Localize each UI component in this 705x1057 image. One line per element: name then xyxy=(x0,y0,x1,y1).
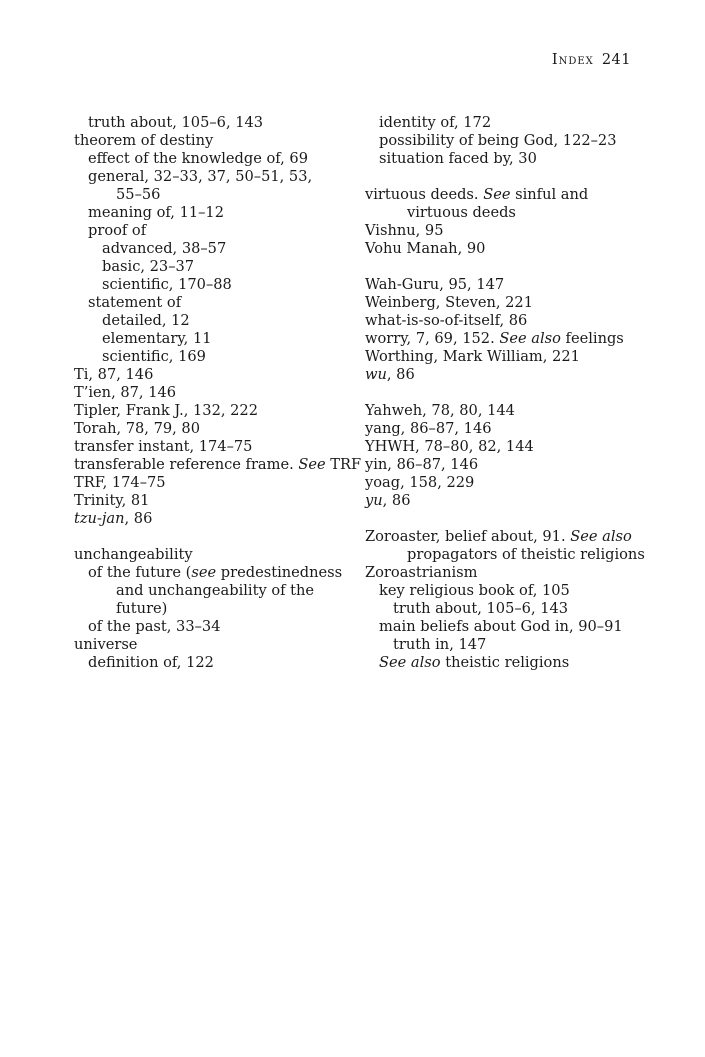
index-subentry xyxy=(74,114,346,132)
index-text: universe xyxy=(74,636,138,653)
index-text: scientific, 170–88 xyxy=(102,276,232,293)
index-text: basic, 23–37 xyxy=(102,258,195,275)
index-text: statement of xyxy=(88,294,182,311)
index-entry xyxy=(365,186,637,204)
index-text: truth in, 147 xyxy=(393,636,487,653)
index-subentry xyxy=(74,330,346,348)
index-text: , 86 xyxy=(124,510,153,527)
index-italic-text: See also xyxy=(499,330,561,347)
index-text: Zoroastrianism xyxy=(365,564,478,581)
index-subentry xyxy=(74,276,346,294)
index-group-gap xyxy=(365,258,637,276)
index-text: yoag, 158, 229 xyxy=(365,474,475,491)
index-entry xyxy=(365,456,637,474)
index-column-right xyxy=(365,114,645,672)
index-text: scientific, 169 xyxy=(102,348,206,365)
index-subentry xyxy=(74,240,346,258)
index-entry xyxy=(365,240,637,258)
index-text: effect of the knowledge of, 69 xyxy=(88,150,308,167)
index-entry xyxy=(365,564,637,582)
index-text: general, 32–33, 37, 50–51, 53, xyxy=(88,168,313,185)
index-entry xyxy=(365,366,637,384)
index-text: 55–56 xyxy=(116,186,161,203)
index-entry xyxy=(74,510,346,528)
index-entry xyxy=(74,456,362,474)
index-subentry xyxy=(74,150,346,168)
index-subentry xyxy=(365,114,637,132)
index-subentry xyxy=(74,258,346,276)
index-text: transfer instant, 174–75 xyxy=(74,438,253,455)
index-italic-text: See also xyxy=(570,528,632,545)
index-entry xyxy=(74,366,346,384)
index-entry xyxy=(365,330,637,348)
index-subentry xyxy=(365,582,637,600)
page-number: 241 xyxy=(601,52,631,68)
index-entry xyxy=(365,528,637,546)
index-subentry xyxy=(74,312,346,330)
index-text: propagators of theistic religions xyxy=(407,546,645,563)
index-subentry xyxy=(74,618,346,636)
index-subentry xyxy=(74,186,346,204)
index-text: of the future ( xyxy=(88,564,192,581)
index-text: virtuous deeds. xyxy=(365,186,484,203)
index-subentry xyxy=(74,600,346,618)
index-text: and unchangeability of the xyxy=(116,582,315,599)
index-text: YHWH, 78–80, 82, 144 xyxy=(365,438,534,455)
index-text: truth about, 105–6, 143 xyxy=(393,600,569,617)
index-italic-text: wu xyxy=(365,366,387,383)
index-subentry xyxy=(365,618,637,636)
index-entry xyxy=(365,474,637,492)
index-text: sinful and xyxy=(510,186,589,203)
index-text: Wah-Guru, 95, 147 xyxy=(365,276,505,293)
index-text: Zoroaster, belief about, 91. xyxy=(365,528,571,545)
index-entry xyxy=(74,384,346,402)
running-head xyxy=(552,52,631,68)
index-group-gap xyxy=(74,528,346,546)
index-text: Weinberg, Steven, 221 xyxy=(365,294,533,311)
index-text: advanced, 38–57 xyxy=(102,240,227,257)
index-subentry xyxy=(74,222,346,240)
index-italic-text: see xyxy=(191,564,217,581)
index-text: elementary, 11 xyxy=(102,330,212,347)
index-text: proof of xyxy=(88,222,147,239)
index-text: T’ien, 87, 146 xyxy=(74,384,177,401)
index-entry xyxy=(365,420,637,438)
index-entry xyxy=(74,438,346,456)
index-text: Ti, 87, 146 xyxy=(74,366,154,383)
index-text: definition of, 122 xyxy=(88,654,214,671)
index-text: unchangeability xyxy=(74,546,193,563)
index-italic-text: See xyxy=(298,456,326,473)
index-text: theistic religions xyxy=(440,654,570,671)
index-text: virtuous deeds xyxy=(407,204,516,221)
index-italic-text: tzu-jan xyxy=(74,510,125,527)
index-subentry xyxy=(74,564,346,582)
index-entry xyxy=(365,312,637,330)
index-subentry xyxy=(74,294,346,312)
index-subentry xyxy=(365,654,637,672)
index-text: Yahweh, 78, 80, 144 xyxy=(365,402,515,419)
running-head-section: Index xyxy=(551,52,594,68)
index-subentry xyxy=(74,654,346,672)
index-text: Vohu Manah, 90 xyxy=(365,240,486,257)
index-entry xyxy=(365,348,637,366)
index-subentry xyxy=(365,636,637,654)
index-group-gap xyxy=(365,168,637,186)
index-subentry xyxy=(74,204,346,222)
index-subentry xyxy=(74,348,346,366)
index-text: meaning of, 11–12 xyxy=(88,204,225,221)
index-text: yang, 86–87, 146 xyxy=(365,420,492,437)
index-text: identity of, 172 xyxy=(379,114,492,131)
index-subentry xyxy=(74,582,346,600)
index-text: main beliefs about God in, 90–91 xyxy=(379,618,623,635)
index-text: worry, 7, 69, 152. xyxy=(365,330,500,347)
index-entry xyxy=(74,402,346,420)
index-subentry xyxy=(74,168,346,186)
index-text: key religious book of, 105 xyxy=(379,582,570,599)
index-subentry xyxy=(365,600,637,618)
index-text: possibility of being God, 122–23 xyxy=(379,132,617,149)
index-text: future) xyxy=(116,600,168,617)
index-text: theorem of destiny xyxy=(74,132,214,149)
index-entry xyxy=(74,474,346,492)
index-text: Torah, 78, 79, 80 xyxy=(74,420,201,437)
index-subentry xyxy=(365,546,645,564)
index-text: what-is-so-of-itself, 86 xyxy=(365,312,528,329)
index-text: transferable reference frame. xyxy=(74,456,299,473)
index-text: Worthing, Mark William, 221 xyxy=(365,348,580,365)
index-group-gap xyxy=(365,384,637,402)
index-group-gap xyxy=(365,510,637,528)
index-text: TRF xyxy=(325,456,362,473)
index-text: , 86 xyxy=(386,366,415,383)
index-subentry xyxy=(365,150,637,168)
index-text: , 86 xyxy=(382,492,411,509)
index-text: detailed, 12 xyxy=(102,312,190,329)
index-entry xyxy=(74,636,346,654)
index-text: Tipler, Frank J., 132, 222 xyxy=(74,402,259,419)
index-entry xyxy=(365,276,637,294)
index-text: situation faced by, 30 xyxy=(379,150,537,167)
index-text: Vishnu, 95 xyxy=(365,222,444,239)
index-text: predestinedness xyxy=(216,564,343,581)
index-text: Trinity, 81 xyxy=(74,492,150,509)
index-entry xyxy=(365,438,637,456)
index-text: of the past, 33–34 xyxy=(88,618,221,635)
index-entry xyxy=(365,402,637,420)
index-subentry xyxy=(365,132,637,150)
index-entry xyxy=(365,222,637,240)
index-text: yin, 86–87, 146 xyxy=(365,456,479,473)
index-entry xyxy=(74,132,346,150)
index-entry xyxy=(74,546,346,564)
index-italic-text: yu xyxy=(365,492,383,509)
index-text: TRF, 174–75 xyxy=(74,474,166,491)
index-entry xyxy=(365,294,637,312)
index-text: feelings xyxy=(560,330,624,347)
index-italic-text: See also xyxy=(379,654,441,671)
index-entry xyxy=(74,492,346,510)
index-entry xyxy=(365,492,637,510)
index-subentry xyxy=(365,204,637,222)
index-italic-text: See xyxy=(483,186,511,203)
index-text: truth about, 105–6, 143 xyxy=(88,114,264,131)
index-column-left xyxy=(74,114,362,672)
index-entry xyxy=(74,420,346,438)
